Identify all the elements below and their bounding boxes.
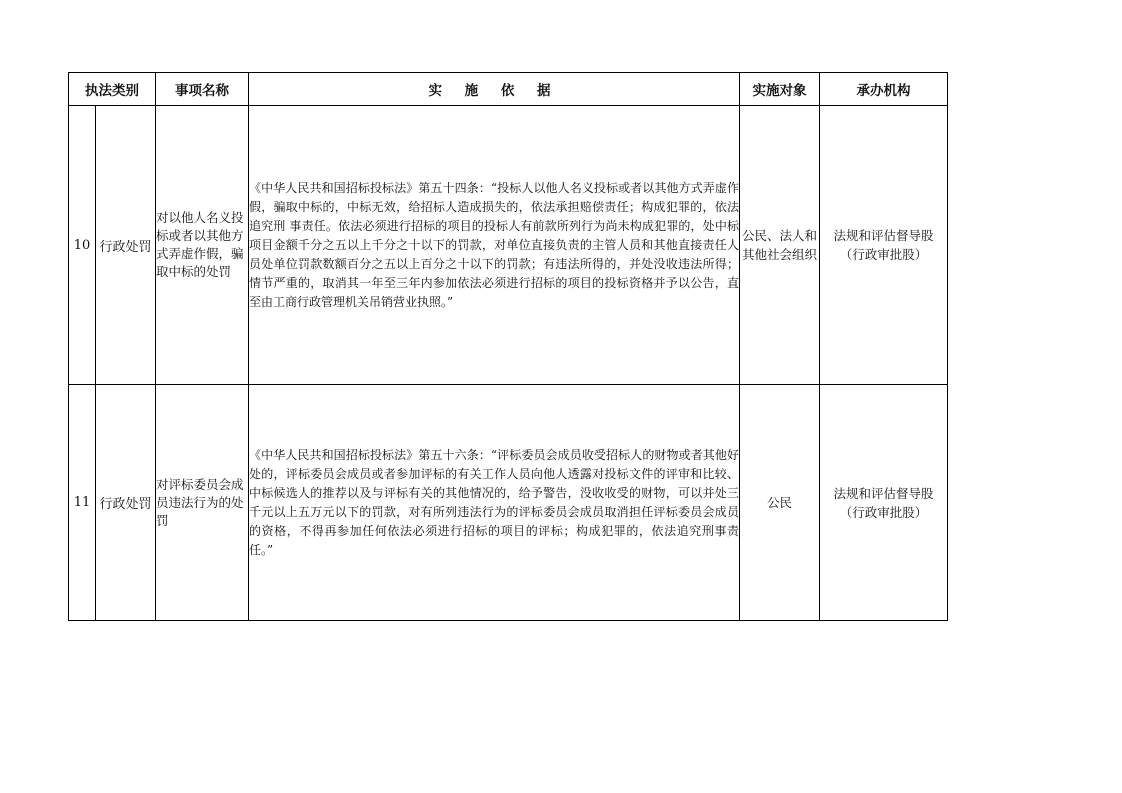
org-subname: （行政审批股） (839, 504, 928, 520)
legal-basis: 《中华人民共和国招标投标法》第五十六条：“评标委员会成员收受招标人的财物或者其他好处的，评标委员会成员或者参加评标的有关工作人员向他人透露对投标文件的评审和比较、中标候选人的推荐以及与评标有关的其他情况的，给予警告，没收收受的财物，可以并处三千元以上五万元以下的罚款，对有所列违法行为的评标委员会成员取消担任评标委员会成员的资格，不得再参加任何依法必须进行招标的项目的评标；构成犯罪的，依法追究刑事责任。” (249, 385, 740, 621)
legal-basis: 《中华人民共和国招标投标法》第五十四条：“投标人以他人名义投标或者以其他方式弄虚作假，骗取中标的，中标无效，给招标人造成损失的，依法承担赔偿责任；构成犯罪的，依法追究刑 事责任。依法必须进行招标的项目的投标人有前款所列行为尚未构成犯罪的，处中标项目金额千分之五以上千分之十以下的罚款，对单位直接负责的主管人员和其他直接责任人员处单位罚款数额百分之五以上百分之十以下的罚款；有违法所得的，并处没收违法所得；情节严重的，取消其一年至三年内参加依法必须进行招标的项目的投标资格并予以公告，直至由工商行政管理机关吊销营业执照。” (249, 106, 740, 385)
enforcement-type: 行政处罚 (96, 106, 156, 385)
org-subname: （行政审批股） (839, 247, 928, 262)
header-basis: 实 施 依 据 (249, 73, 740, 106)
item-name: 对评标委员会成员违法行为的处罚 (156, 385, 249, 621)
table-row (69, 385, 948, 621)
row-number: 10 (69, 106, 96, 385)
org-name: 法规和评估督导股 (833, 485, 934, 501)
header-target: 实施对象 (740, 73, 820, 106)
table-header-row (69, 73, 948, 106)
table-row (69, 106, 948, 385)
enforcement-items-table (68, 72, 948, 621)
org-name: 法规和评估督导股 (833, 228, 934, 243)
target-party: 公民、法人和其他社会组织 (740, 106, 820, 385)
handling-org (820, 385, 948, 621)
target-party: 公民 (740, 385, 820, 621)
header-category: 执法类别 (69, 73, 156, 106)
enforcement-type: 行政处罚 (96, 385, 156, 621)
handling-org (820, 106, 948, 385)
header-item-name: 事项名称 (156, 73, 249, 106)
header-org: 承办机构 (820, 73, 948, 106)
row-number: 11 (69, 385, 96, 621)
item-name: 对以他人名义投标或者以其他方式弄虚作假，骗取中标的处罚 (156, 106, 249, 385)
